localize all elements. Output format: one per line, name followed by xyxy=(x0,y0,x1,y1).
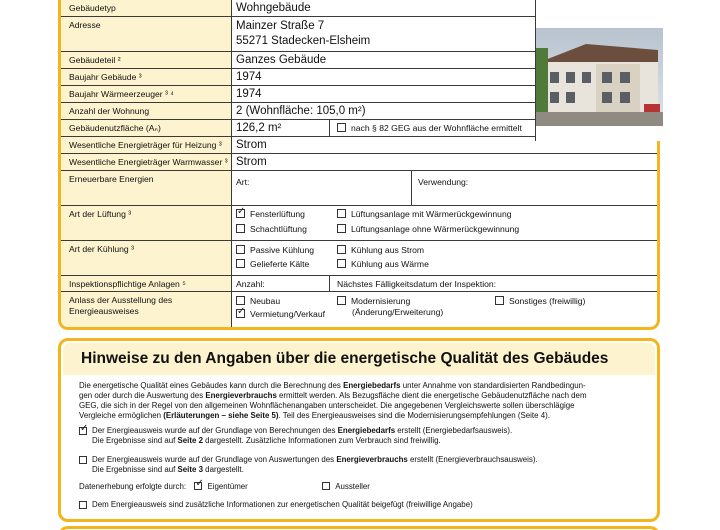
value-anzahl-wohnungen: 2 (Wohnfläche: 105,0 m²) xyxy=(236,105,366,117)
option-gelieferte-kaelte[interactable]: Gelieferte Kälte xyxy=(236,259,309,269)
label-erneuerbare-art: Art: xyxy=(236,177,250,187)
label-energietraeger-heizung: Wesentliche Energieträger für Heizung ³ xyxy=(61,137,232,153)
label-erneuerbare: Erneuerbare Energien xyxy=(61,171,232,205)
option-energiebedarfsausweis[interactable]: ✓ Der Energieausweis wurde auf der Grundlage von Berechnungen des Energiebedarfs erstellt (Energiebedarfsausweis). Die Ergebnisse sind auf Seite 2 dargestellt. Zusätzliche Informationen zum Verbrauch sind freiwillig. xyxy=(79,426,643,446)
option-vermietung-verkauf[interactable]: ✓Vermietung/Verkauf xyxy=(236,309,325,319)
value-energietraeger-heizung: Strom xyxy=(236,139,267,151)
label-erneuerbare-verwendung: Verwendung: xyxy=(418,177,469,187)
checkbox-icon[interactable] xyxy=(495,296,504,305)
label-inspektion-datum: Nächstes Fälligkeitsdatum der Inspektion: xyxy=(337,279,497,289)
checkbox-checked-icon[interactable] xyxy=(236,209,245,218)
building-data-table xyxy=(58,0,660,330)
option-schachtlueftung[interactable]: Schachtlüftung xyxy=(236,224,307,234)
label-gebaeudetyp: Gebäudetyp xyxy=(61,0,232,16)
checkbox-icon[interactable] xyxy=(79,456,87,464)
option-aussteller[interactable]: Aussteller xyxy=(322,482,370,491)
option-passive-kuehlung[interactable]: Passive Kühlung xyxy=(236,245,314,255)
row-lueftung xyxy=(61,206,657,241)
checkbox-checked-icon[interactable] xyxy=(79,427,87,435)
checkbox-icon[interactable] xyxy=(337,245,346,254)
label-baujahr-gebaeude: Baujahr Gebäude ³ xyxy=(61,69,232,85)
value-nutzflaeche: 126,2 m² xyxy=(236,122,282,134)
checkbox-icon[interactable] xyxy=(236,245,245,254)
label-kuehlung: Art der Kühlung ³ xyxy=(61,241,232,275)
hinweise-panel xyxy=(58,338,660,522)
datenerhebung-row xyxy=(79,482,643,492)
row-kuehlung xyxy=(61,241,657,276)
checkbox-checked-icon[interactable] xyxy=(236,309,245,318)
option-kuehlung-waerme[interactable]: Kühlung aus Wärme xyxy=(337,259,429,269)
row-anlass xyxy=(61,292,657,327)
option-energieverbrauchsausweis[interactable]: Der Energieausweis wurde auf der Grundlage von Auswertungen des Energieverbrauchs erstellt (Energieverbrauchsausweis). Die Ergebnisse sind auf Seite 3 dargestellt. xyxy=(79,455,643,475)
checkbox-icon[interactable] xyxy=(337,209,346,218)
label-inspektion-anzahl: Anzahl: xyxy=(236,279,265,289)
option-zusatzinformationen[interactable]: Dem Energieausweis sind zusätzliche Informationen zur energetischen Qualität beigefügt (freiwillige Angabe) xyxy=(79,500,643,510)
label-inspektion: Inspektionspflichtige Anlagen ⁵ xyxy=(61,276,232,291)
hinweise-title: Hinweise zu den Angaben über die energetische Qualität des Gebäudes xyxy=(63,343,655,375)
label-nutzflaeche: Gebäudenutzfläche (Aₙ) xyxy=(61,120,232,136)
datenerhebung-label: Datenerhebung erfolgte durch: xyxy=(79,482,187,491)
checkbox-checked-icon[interactable] xyxy=(194,482,202,490)
value-baujahr-waermeerzeuger: 1974 xyxy=(236,88,262,100)
row-erneuerbare xyxy=(61,171,657,206)
option-sonstiges[interactable]: Sonstiges (freiwillig) xyxy=(495,296,585,306)
label-gebaeudeteil: Gebäudeteil ² xyxy=(61,52,232,68)
row-energietraeger-warmwasser xyxy=(61,154,657,171)
checkbox-icon[interactable] xyxy=(79,501,87,509)
checkbox-icon[interactable] xyxy=(236,296,245,305)
option-modernisierung[interactable]: Modernisierung xyxy=(337,296,410,306)
checkbox-icon[interactable] xyxy=(337,259,346,268)
value-adresse-ort: 55271 Stadecken-Elsheim xyxy=(236,35,371,47)
option-eigentuemer[interactable]: ✓ Eigentümer xyxy=(194,482,247,491)
option-kuehlung-strom[interactable]: Kühlung aus Strom xyxy=(337,245,424,255)
label-anzahl-wohnungen: Anzahl der Wohnung xyxy=(61,103,232,119)
option-fensterlueftung[interactable]: ✓ Fensterlüftung xyxy=(236,209,305,219)
label-anlass: Anlass der Ausstellung des Energieausweises xyxy=(61,292,232,327)
building-photo-image xyxy=(536,0,663,141)
option-lueftungsanlage-ohne[interactable]: Lüftungsanlage ohne Wärmerückgewinnung xyxy=(337,224,519,234)
checkbox-icon[interactable] xyxy=(337,123,346,132)
checkbox-icon[interactable] xyxy=(337,296,346,305)
option-nutzflaeche-82-geg[interactable]: nach § 82 GEG aus der Wohnfläche ermittelt xyxy=(337,123,522,133)
checkbox-icon[interactable] xyxy=(236,259,245,268)
value-baujahr-gebaeude: 1974 xyxy=(236,71,262,83)
option-neubau[interactable]: Neubau xyxy=(236,296,280,306)
checkbox-icon[interactable] xyxy=(322,482,330,490)
value-energietraeger-warmwasser: Strom xyxy=(236,156,267,168)
label-energietraeger-warmwasser: Wesentliche Energieträger Warmwasser ³ xyxy=(61,154,232,170)
label-baujahr-waermeerzeuger: Baujahr Wärmeerzeuger ³ ⁴ xyxy=(61,86,232,102)
checkbox-icon[interactable] xyxy=(236,224,245,233)
label-adresse: Adresse xyxy=(61,17,232,51)
option-lueftungsanlage-mit[interactable]: Lüftungsanlage mit Wärmerückgewinnung xyxy=(337,209,512,219)
building-photo xyxy=(535,0,663,141)
next-panel-edge xyxy=(58,526,660,530)
option-modernisierung-sub: (Änderung/Erweiterung) xyxy=(352,307,444,317)
checkbox-icon[interactable] xyxy=(337,224,346,233)
value-gebaeudeteil: Ganzes Gebäude xyxy=(236,54,327,66)
label-lueftung: Art der Lüftung ³ xyxy=(61,206,232,240)
hinweise-intro: Die energetische Qualität eines Gebäudes kann durch die Berechnung des Energiebedarfs unter Annahme von standardisierten Randbedingun- gen oder durch die Auswertung des Energieverbrauchs ermittelt werden. Als Bezugsfläche dient die energetische Gebäudenutzfläche nach dem GEG, die sich in der Regel von den allgemeinen Wohnflächenangaben unterscheidet. Die angegebenen Vergleichswerte sollen überschlägige Vergleiche ermöglichen (Erläuterungen – siehe Seite 5). Teil des Energieausweises sind die Modernisierungsempfehlungen (Seite 4). xyxy=(79,381,587,420)
value-adresse-strasse: Mainzer Straße 7 xyxy=(236,20,325,32)
row-inspektion xyxy=(61,276,657,292)
value-gebaeudetyp: Wohngebäude xyxy=(236,2,311,14)
